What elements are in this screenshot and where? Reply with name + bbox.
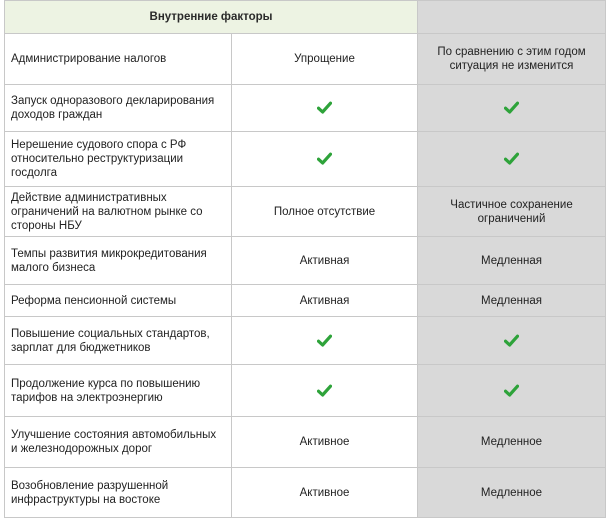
forecast-cell-pessimistic: Медленная	[418, 285, 606, 317]
checkmark-icon	[504, 101, 519, 114]
forecast-cell-pessimistic	[418, 85, 606, 132]
table-row	[5, 285, 606, 317]
factors-table	[4, 0, 606, 518]
table-row	[5, 132, 606, 187]
checkmark-icon	[317, 334, 332, 347]
forecast-cell-pessimistic: Частичное сохранение ограничений	[418, 187, 606, 237]
factor-cell: Повышение социальных стандартов, зарплат для бюджетников	[5, 317, 232, 365]
factor-cell: Действие административных ограничений на валютном рынке со стороны НБУ	[5, 187, 232, 237]
forecast-cell-optimistic: Активное	[232, 417, 418, 468]
factor-cell: Нерешение судового спора с РФ относительно реструктуризации госдолга	[5, 132, 232, 187]
forecast-cell-pessimistic: Медленное	[418, 468, 606, 518]
header-blank-cell	[418, 1, 606, 34]
header-row	[5, 1, 606, 34]
table-row	[5, 468, 606, 518]
factor-cell: Улучшение состояния автомобильных и железнодорожных дорог	[5, 417, 232, 468]
checkmark-icon	[317, 384, 332, 397]
table-row	[5, 317, 606, 365]
section-title: Внутренние факторы	[5, 1, 418, 34]
table-row	[5, 34, 606, 85]
forecast-cell-optimistic: Активная	[232, 237, 418, 285]
forecast-cell-optimistic: Полное отсутствие	[232, 187, 418, 237]
forecast-cell-pessimistic	[418, 132, 606, 187]
forecast-cell-optimistic: Упрощение	[232, 34, 418, 85]
forecast-cell-optimistic: Активная	[232, 285, 418, 317]
forecast-cell-pessimistic: По сравнению с этим годом ситуация не изменится	[418, 34, 606, 85]
factor-cell: Реформа пенсионной системы	[5, 285, 232, 317]
checkmark-icon	[317, 101, 332, 114]
factor-cell: Администрирование налогов	[5, 34, 232, 85]
factor-cell: Темпы развития микрокредитования малого бизнеса	[5, 237, 232, 285]
checkmark-icon	[317, 152, 332, 165]
table-row	[5, 187, 606, 237]
forecast-cell-pessimistic: Медленная	[418, 237, 606, 285]
forecast-cell-pessimistic	[418, 317, 606, 365]
table-row	[5, 85, 606, 132]
checkmark-icon	[504, 152, 519, 165]
factor-cell: Запуск одноразового декларирования доходов граждан	[5, 85, 232, 132]
table-row	[5, 237, 606, 285]
forecast-cell-pessimistic	[418, 365, 606, 417]
factor-cell: Возобновление разрушенной инфраструктуры на востоке	[5, 468, 232, 518]
factor-cell: Продолжение курса по повышению тарифов на электроэнергию	[5, 365, 232, 417]
forecast-cell-optimistic	[232, 317, 418, 365]
table-row	[5, 417, 606, 468]
forecast-cell-optimistic	[232, 85, 418, 132]
forecast-cell-optimistic: Активное	[232, 468, 418, 518]
forecast-cell-pessimistic: Медленное	[418, 417, 606, 468]
forecast-cell-optimistic	[232, 132, 418, 187]
checkmark-icon	[504, 384, 519, 397]
forecast-cell-optimistic	[232, 365, 418, 417]
table-row	[5, 365, 606, 417]
checkmark-icon	[504, 334, 519, 347]
